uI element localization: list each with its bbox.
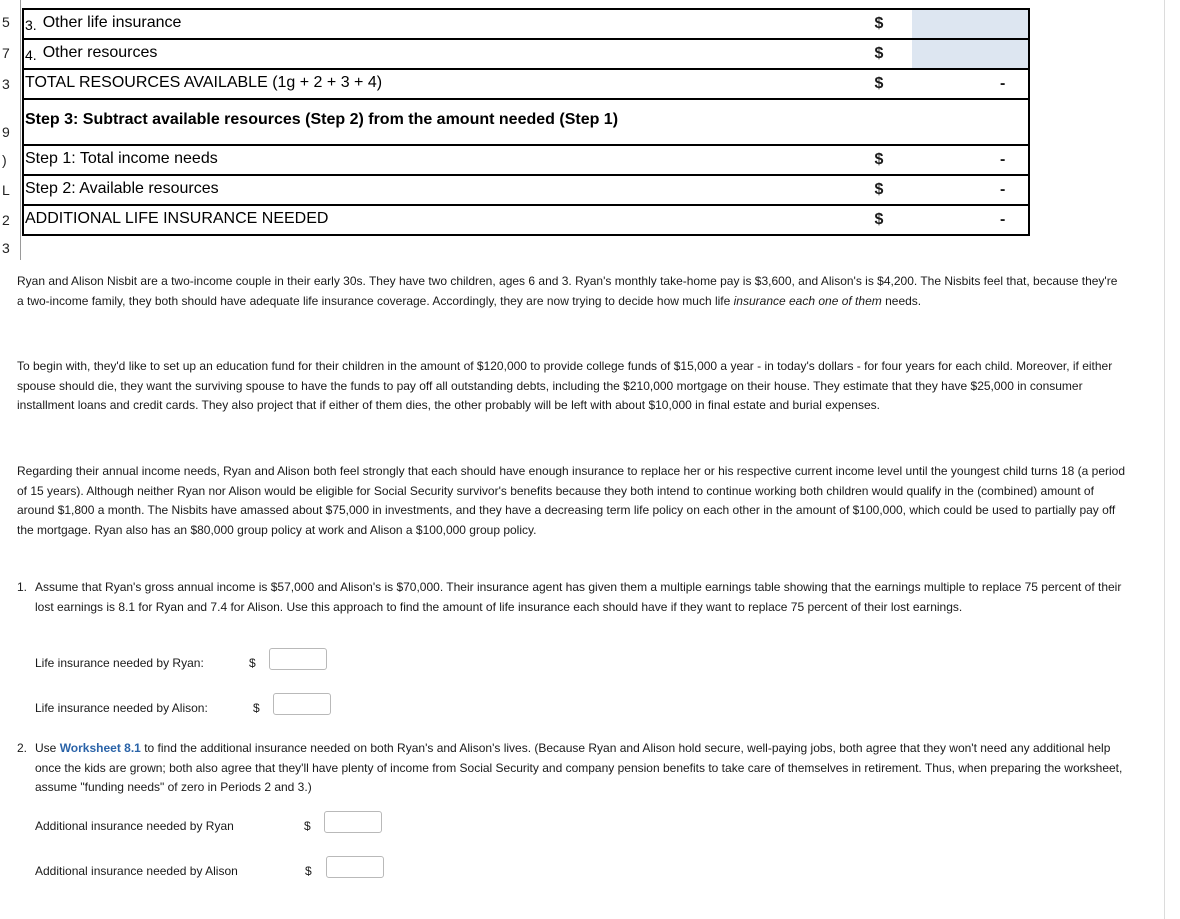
total-resources-value: -	[1000, 75, 1006, 92]
row-total-resources	[22, 70, 1030, 100]
question-number: 2.	[17, 741, 28, 755]
currency-symbol: $	[874, 15, 884, 32]
row-number: 9	[2, 124, 10, 140]
row-label: TOTAL RESOURCES AVAILABLE (1g + 2 + 3 + 4)	[25, 74, 383, 91]
row-number: )	[2, 152, 7, 168]
answer-label: Additional insurance needed by Alison	[35, 864, 238, 878]
total-income-needs-value: -	[1000, 151, 1006, 168]
ryan-additional-insurance-input[interactable]	[324, 811, 382, 833]
question-2	[17, 739, 1137, 799]
question-text: Use Worksheet 8.1 to find the additional insurance needed on both Ryan's and Alison's lives. (Because Ryan and Alison hold secure, well-paying jobs, both agree that they won't need any additional help once the kids are grown; both also agree that they'll have plenty of income from Social Security and company pension benefits to take care of themselves in retirement. Thus, when preparing the worksheet, assume "funding needs" of zero in Periods 2 and 3.)	[35, 741, 1123, 794]
row-number: 7	[2, 45, 10, 61]
row-step3-heading	[22, 100, 1030, 146]
row-available-resources	[22, 176, 1030, 206]
currency-symbol: $	[304, 819, 311, 833]
row-number: 2	[2, 212, 10, 228]
row-label: 4. Other resources	[25, 44, 158, 63]
row-number: 3	[2, 76, 10, 92]
currency-symbol: $	[874, 211, 884, 228]
currency-symbol: $	[874, 151, 884, 168]
currency-symbol: $	[874, 181, 884, 198]
currency-symbol: $	[253, 701, 260, 715]
paragraph-income-needs: Regarding their annual income needs, Ryan and Alison both feel strongly that each should have enough insurance to replace her or his respective current income level until the youngest child turns 18 (a period of 15 years). Although neither Ryan nor Alison would be eligible for Social Security survivor's benefits because they both intend to continue working both children would qualify in the (combined) amount of around $1,800 a month. The Nisbits have amassed about $75,000 in investments, and they have a decreasing term life policy on each other in the amount of $100,000, which could be used to partially pay off the mortgage. Ryan also has an $80,000 group policy at work and Alison a $100,000 group policy.	[17, 464, 1126, 537]
row-header-divider	[20, 0, 21, 260]
row-total-income-needs	[22, 146, 1030, 176]
question-text: Assume that Ryan's gross annual income is $57,000 and Alison's is $70,000. Their insurance agent has given them a multiple earnings table showing that the earnings multiple to replace 75 percent of their lost earnings is 8.1 for Ryan and 7.4 for Alison. Use this approach to find the amount of life insurance each should have if they want to replace 75 percent of their lost earnings.	[35, 580, 1122, 614]
currency-symbol: $	[249, 656, 256, 670]
row-number: 3	[2, 240, 10, 256]
worksheet-table	[0, 0, 1040, 260]
answer-label: Life insurance needed by Alison:	[35, 701, 208, 715]
answer-label: Additional insurance needed by Ryan	[35, 819, 234, 833]
ryan-life-insurance-input[interactable]	[269, 648, 327, 670]
row-other-life-insurance	[22, 10, 1030, 40]
page-edge-divider	[1164, 0, 1165, 919]
alison-additional-insurance-input[interactable]	[326, 856, 384, 878]
currency-symbol: $	[874, 75, 884, 92]
row-number: 5	[2, 14, 10, 30]
row-other-resources	[22, 40, 1030, 70]
row-label: Step 1: Total income needs	[25, 150, 218, 167]
currency-symbol: $	[305, 864, 312, 878]
row-label: Step 2: Available resources	[25, 180, 219, 197]
currency-symbol: $	[874, 45, 884, 62]
worksheet-link[interactable]: Worksheet 8.1	[59, 741, 141, 755]
input-cell-other-resources[interactable]	[912, 40, 1030, 68]
question-1	[17, 578, 1137, 638]
row-label: ADDITIONAL LIFE INSURANCE NEEDED	[25, 210, 329, 227]
paragraph-intro: Ryan and Alison Nisbit are a two-income couple in their early 30s. They have two children, ages 6 and 3. Ryan's monthly take-home pay is $3,600, and Alison's is $4,200. The Nisbits feel that, because they're a two-income family, they both should have adequate life insurance coverage. Accordingly, they are now trying to decide how much life insurance each one of them needs.	[17, 274, 1118, 308]
row-number: L	[2, 182, 10, 198]
row-additional-insurance	[22, 206, 1030, 236]
available-resources-value: -	[1000, 181, 1006, 198]
paragraph-education-fund: To begin with, they'd like to set up an education fund for their children in the amount of $120,000 to provide college funds of $15,000 a year - in today's dollars - for four years for each child. Moreover, if either spouse should die, they want the surviving spouse to have the funds to pay off all outstanding debts, including the $210,000 mortgage on their house. They estimate that they have $25,000 in consumer installment loans and credit cards. They also project that if either of them dies, the other probably will be left with about $10,000 in final estate and burial expenses.	[17, 359, 1113, 412]
step3-heading: Step 3: Subtract available resources (Step 2) from the amount needed (Step 1)	[25, 111, 619, 128]
question-number: 1.	[17, 580, 28, 594]
answer-label: Life insurance needed by Ryan:	[35, 656, 204, 670]
row-label: 3. Other life insurance	[25, 14, 182, 33]
alison-life-insurance-input[interactable]	[273, 693, 331, 715]
additional-insurance-value: -	[1000, 211, 1006, 228]
input-cell-other-life-insurance[interactable]	[912, 10, 1030, 38]
